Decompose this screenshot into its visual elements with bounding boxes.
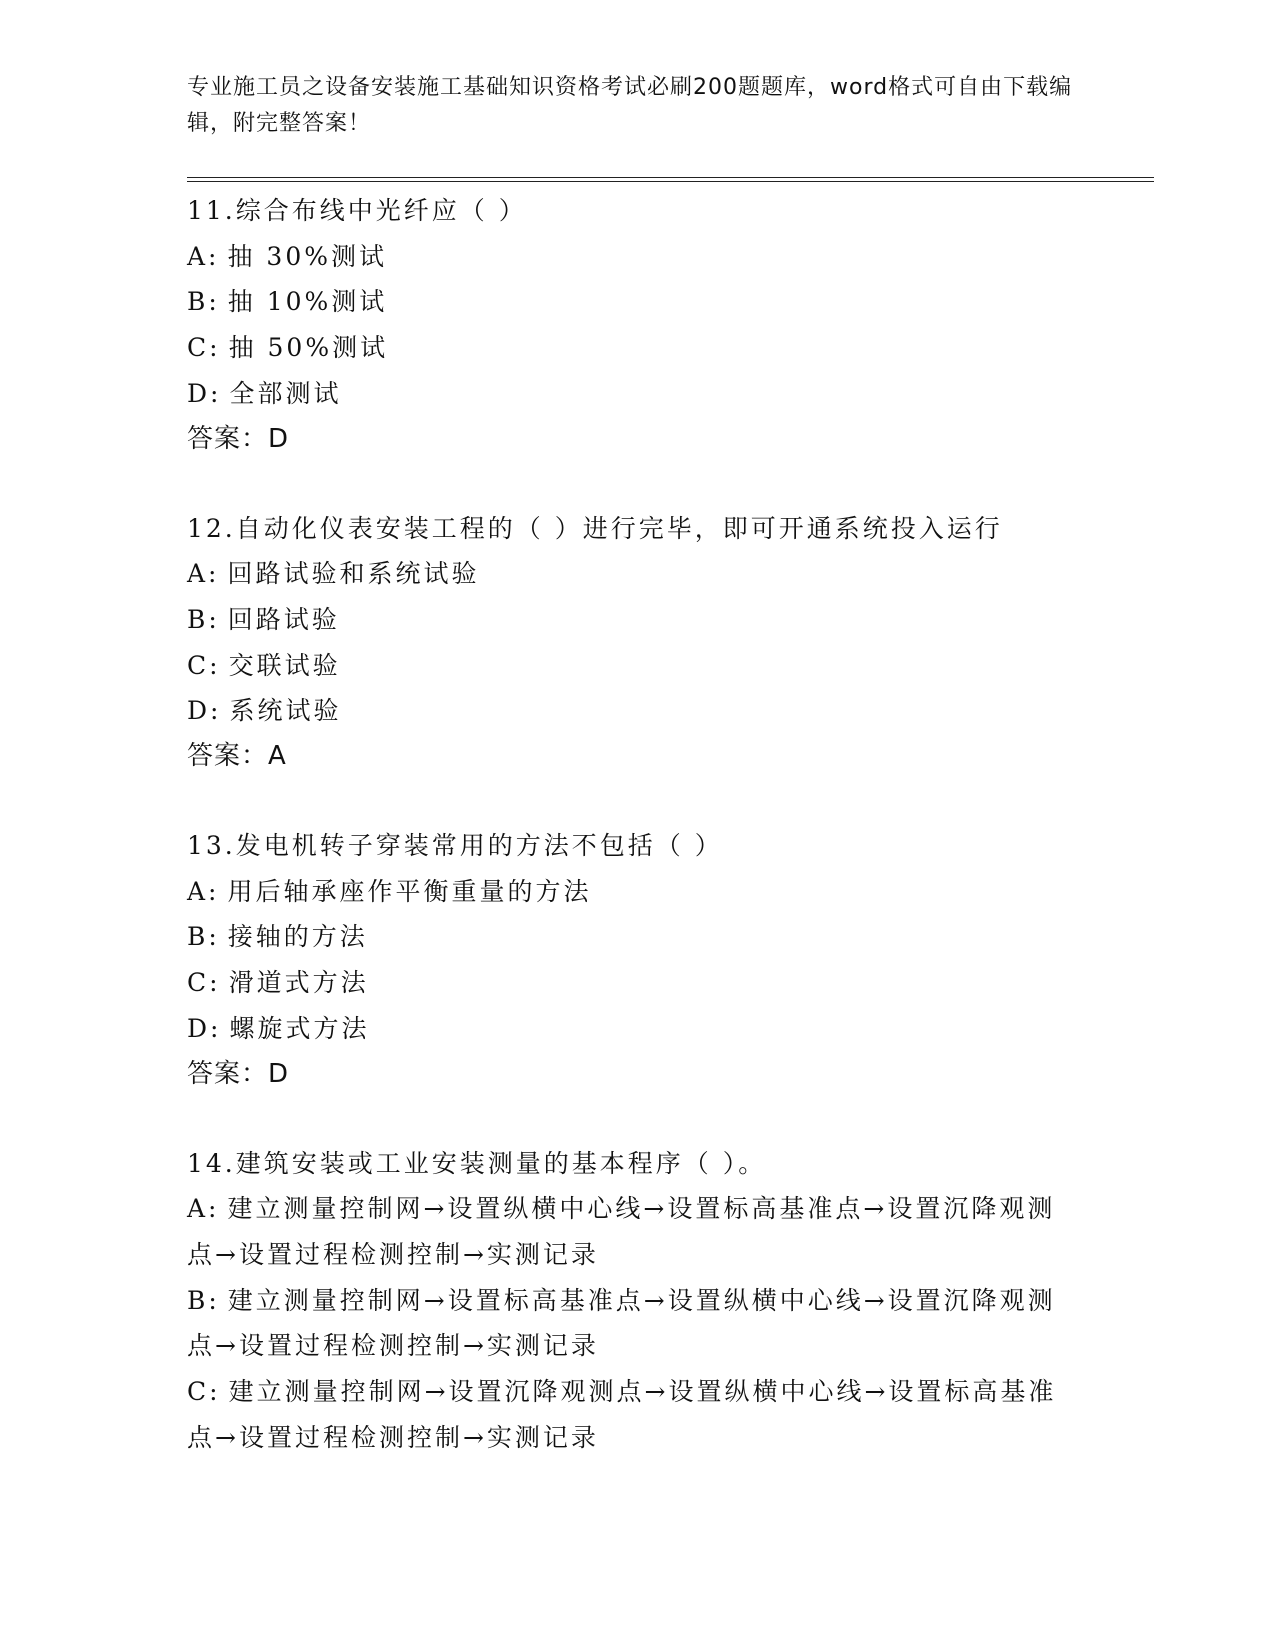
option-d: D: 螺旋式方法 bbox=[187, 1013, 370, 1043]
option-a: A: 建立测量控制网→设置纵横中心线→设置标高基准点→设置沉降观测点→设置过程检测控制→实测记录 bbox=[187, 1194, 1056, 1269]
question-stem: 14.建筑安装或工业安装测量的基本程序（ ）。 bbox=[187, 1148, 767, 1178]
option-d: D: 系统试验 bbox=[187, 696, 342, 726]
option-b: B: 接轴的方法 bbox=[187, 922, 368, 952]
header-divider bbox=[187, 177, 1154, 182]
option-c: C: 交联试验 bbox=[187, 650, 341, 680]
question-13 bbox=[187, 823, 1087, 1097]
question-list bbox=[187, 188, 1087, 1504]
question-stem: 12.自动化仪表安装工程的（ ）进行完毕，即可开通系统投入运行 bbox=[187, 513, 1003, 543]
answer: 答案：A bbox=[187, 741, 287, 772]
option-c: C: 滑道式方法 bbox=[187, 968, 369, 998]
answer: 答案：D bbox=[187, 423, 290, 454]
question-11 bbox=[187, 188, 1087, 462]
option-a: A: 抽 30%测试 bbox=[187, 241, 387, 271]
option-b: B: 建立测量控制网→设置标高基准点→设置纵横中心线→设置沉降观测点→设置过程检测控制→实测记录 bbox=[187, 1285, 1056, 1361]
question-stem: 11.综合布线中光纤应（ ） bbox=[187, 196, 527, 225]
option-d: D: 全部测试 bbox=[187, 378, 342, 408]
option-c: C: 抽 50%测试 bbox=[187, 333, 389, 363]
header-title: 专业施工员之设备安装施工基础知识资格考试必刷200题题库，word格式可自由下载编辑，附完整答案！ bbox=[187, 75, 1073, 136]
option-b: B: 回路试验 bbox=[187, 604, 340, 634]
option-c: C: 建立测量控制网→设置沉降观测点→设置纵横中心线→设置标高基准点→设置过程检测控制→实测记录 bbox=[187, 1377, 1057, 1452]
answer: 答案：D bbox=[187, 1058, 290, 1089]
question-stem: 13.发电机转子穿装常用的方法不包括（ ） bbox=[187, 831, 723, 861]
option-b: B: 抽 10%测试 bbox=[187, 287, 388, 317]
option-a: A: 回路试验和系统试验 bbox=[187, 559, 480, 589]
question-12 bbox=[187, 506, 1087, 780]
question-14 bbox=[187, 1141, 1087, 1461]
option-a: A: 用后轴承座作平衡重量的方法 bbox=[187, 876, 592, 906]
document-header bbox=[187, 70, 1087, 142]
